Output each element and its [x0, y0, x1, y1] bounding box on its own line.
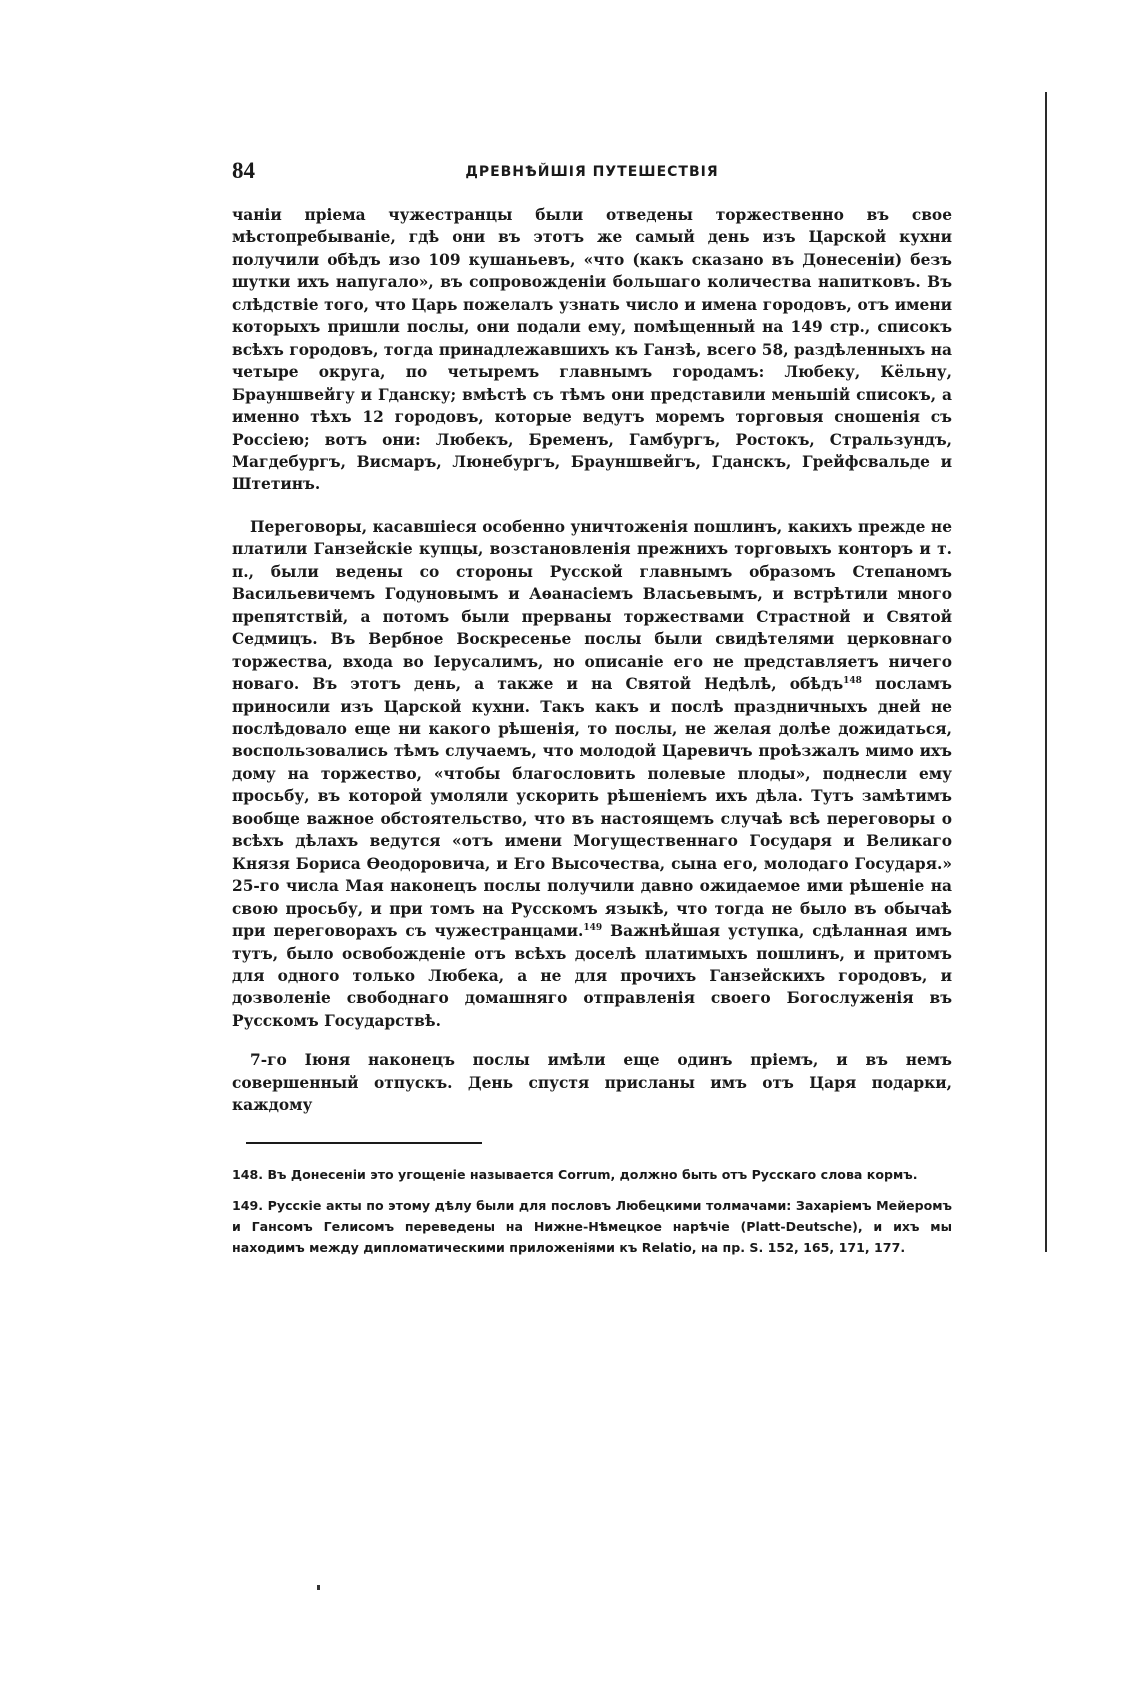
page-header: [232, 158, 952, 192]
paragraph-text: Важнѣйшая уступка, сдѣланная имъ тутъ, было освобожденіе отъ всѣхъ доселѣ платимыхъ пошлинъ, и притомъ для одного только Любека, а не для прочихъ Ганзейскихъ городовъ, и дозволеніе свободнаго домашняго отправленія своего Богослуженія въ Русскомъ Государствѣ.: [232, 922, 952, 1030]
running-head: ДРЕВНѢЙШІЯ ПУТЕШЕСТВІЯ: [465, 164, 719, 180]
footnote-ref-149[interactable]: 149: [583, 922, 603, 933]
footnote-149: 149. Русскіе акты по этому дѣлу были для пословъ Любецкими толмачами: Захаріемъ Мейеромъ и Гансомъ Гелисомъ переведены на Нижне-Нѣмецкое нарѣчіе (Platt-Deutsche), и ихъ мы находимъ между дипломатическими приложеніями къ Relatio, на пр. S. 152, 165, 171, 177.: [232, 1198, 952, 1255]
page-number: 84: [232, 158, 255, 183]
paragraph-3: [232, 1049, 952, 1116]
body-text: [232, 204, 952, 1117]
paragraph-text: чаніи пріема чужестранцы были отведены торжественно въ свое мѣстопребываніе, гдѣ они въ этотъ же самый день изъ Царской кухни получили обѣдъ изо 109 кушаньевъ, «что (какъ сказано въ Донесеніи) безъ шутки ихъ напугало», въ сопровожденіи большаго количества напитковъ. Въ слѣдствіе того, что Царь пожелалъ узнать число и имена городовъ, отъ имени которыхъ пришли послы, они подали ему, помѣщенный на 149 стр., списокъ всѣхъ городовъ, тогда принадлежавшихъ къ Ганзѣ, всего 58, раздѣленныхъ на четыре округа, по четыремъ главнымъ городамъ: Любеку, Кёльну, Брауншвейгу и Гданску; вмѣстѣ съ тѣмъ они представили меньшій списокъ, а именно тѣхъ 12 городовъ, которые ведутъ моремъ торговыя сношенія съ Россіею; вотъ они: Любекъ, Бременъ, Гамбургъ, Ростокъ, Стральзундъ, Магдебургъ, Висмаръ, Люнебургъ, Брауншвейгъ, Гданскъ, Грейфсвальде и Штетинъ.: [232, 206, 952, 494]
paragraph-1: [232, 204, 952, 496]
paragraph-text: 7-го Іюня наконецъ послы имѣли еще одинъ пріемъ, и въ немъ совершенный отпускъ. День спустя присланы имъ отъ Царя подарки, каждому: [232, 1051, 952, 1115]
footnote-divider: [246, 1142, 482, 1144]
footnotes: [232, 1164, 952, 1268]
ink-speck: [317, 1585, 320, 1590]
paragraph-text: Переговоры, касавшіеся особенно уничтоженія пошлинъ, какихъ прежде не платили Ганзейскіе купцы, возстановленія прежнихъ торговыхъ конторъ и т. п., были ведены со стороны Русской главнымъ образомъ Степаномъ Васильевичемъ Годуновымъ и Аѳанасіемъ Власьевымъ, и встрѣтили много препятствій, а потомъ были прерваны торжествами Страстной и Святой Седмицъ. Въ Вербное Воскресенье послы были свидѣтелями церковнаго торжества, входа во Іерусалимъ, но описаніе его не представляетъ ничего новаго. Въ этотъ день, а также и на Святой Недѣлѣ, обѣдъ: [232, 517, 952, 694]
paragraph-2: [232, 516, 952, 1032]
footnote-148: 148. Въ Донесеніи это угощеніе называется Corrum, должно быть отъ Русскаго слова кормъ.: [232, 1167, 918, 1182]
page-edge-line: [1045, 92, 1047, 1252]
paragraph-text: посламъ приносили изъ Царской кухни. Такъ какъ и послѣ праздничныхъ дней не послѣдовало еще ни какого рѣшенія, то послы, не желая долѣе дожидаться, воспользовались тѣмъ случаемъ, что молодой Царевичъ проѣзжалъ мимо ихъ дому на торжество, «чтобы благословить полевые плоды», поднесли ему просьбу, въ которой умоляли ускорить рѣшеніемъ ихъ дѣла. Тутъ замѣтимъ вообще важное обстоятельство, что въ настоящемъ случаѣ всѣ переговоры о всѣхъ дѣлахъ ведутся «отъ имени Могущественнаго Государя и Великаго Князя Бориса Ѳеодоровича, и Его Высочества, сына его, молодаго Государя.» 25-го числа Мая наконецъ послы получили давно ожидаемое ими рѣшеніе на свою просьбу, и при томъ на Русскомъ языкѣ, что тогда не было въ обычаѣ при переговорахъ съ чужестранцами.: [232, 675, 952, 941]
footnote-ref-148[interactable]: 148: [843, 675, 862, 686]
